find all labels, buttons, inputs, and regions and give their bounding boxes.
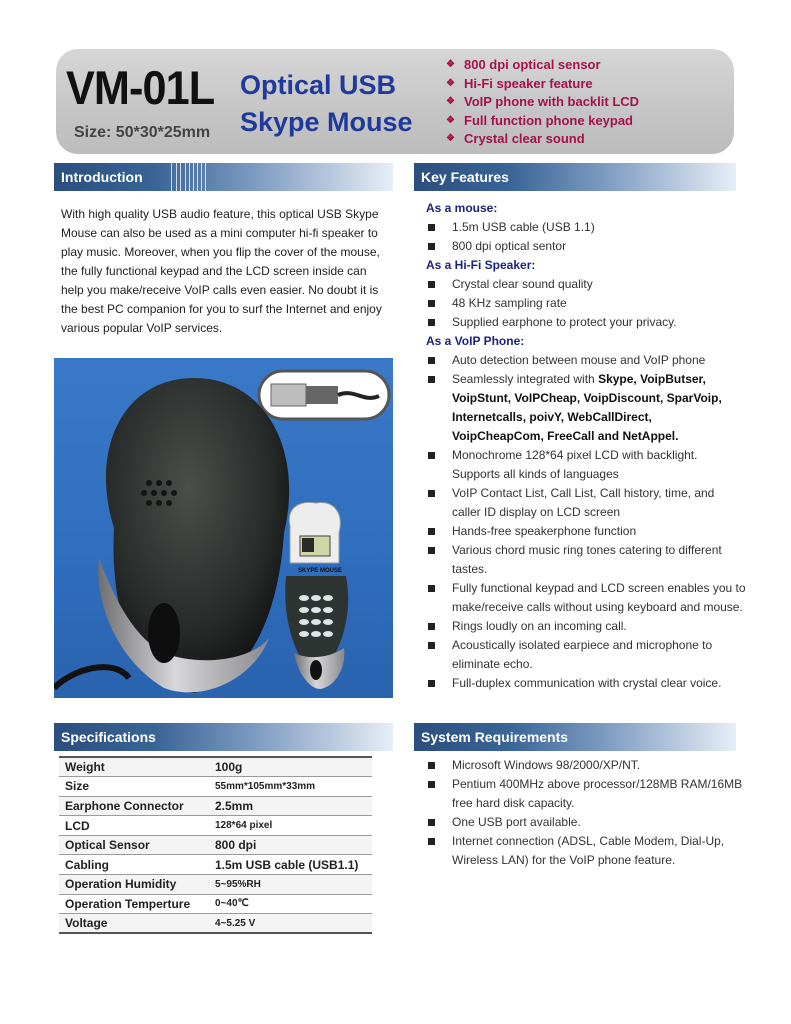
voip-services-list: Skype, VoipButser, VoipStunt, VoIPCheap, VoipDiscount, SparVoip, Internetcalls, poivY, WebCallDirect, VoipCheapCom, FreeCall and NetAppel. [452,372,722,443]
mouse-group-heading: As a mouse: [426,201,498,215]
square-bullet-icon [428,585,435,592]
table-row: Optical Sensor 800 dpi [59,835,372,855]
system-requirements-list [426,756,746,870]
table-row: Earphone Connector 2.5mm [59,796,372,816]
square-bullet-icon [428,490,435,497]
list-item: Various chord music ring tones catering to different tastes. [426,541,746,579]
product-size: Size: 50*30*25mm [74,124,211,141]
product-photo [54,358,393,698]
square-bullet-icon [428,623,435,630]
highlight-item: ❖ Hi-Fi speaker feature [446,75,639,94]
key-features-list [426,199,746,693]
diamond-bullet-icon: ❖ [446,133,455,144]
list-item: Internet connection (ADSL, Cable Modem, Dial-Up, Wireless LAN) for the VoIP phone feature. [426,832,746,870]
list-item: Monochrome 128*64 pixel LCD with backlight. Supports all kinds of languages [426,446,746,484]
highlight-list [446,56,639,149]
square-bullet-icon [428,642,435,649]
square-bullet-icon [428,781,435,788]
list-item: Fully functional keypad and LCD screen enables you to make/receive calls without using keyboard and mouse. [426,579,746,617]
table-row: Operation Humidity 5~95%RH [59,875,372,895]
specifications-table [59,756,372,934]
specifications-heading: Specifications [54,723,393,751]
product-title-line2: Skype Mouse [240,107,413,137]
list-item: 800 dpi optical sentor [426,237,746,256]
list-item: Auto detection between mouse and VoIP phone [426,351,746,370]
list-item: Rings loudly on an incoming call. [426,617,746,636]
square-bullet-icon [428,819,435,826]
list-item: VoIP Contact List, Call List, Call history, time, and caller ID display on LCD screen [426,484,746,522]
square-bullet-icon [428,762,435,769]
list-item: Acoustically isolated earpiece and microphone to eliminate echo. [426,636,746,674]
square-bullet-icon [428,357,435,364]
diamond-bullet-icon: ❖ [446,59,455,70]
introduction-heading: Introduction [54,163,393,191]
table-row: Voltage 4~5.25 V [59,914,372,934]
highlight-item: ❖ VoIP phone with backlit LCD [446,93,639,112]
square-bullet-icon [428,376,435,383]
list-item: Crystal clear sound quality [426,275,746,294]
highlight-item: ❖ Full function phone keypad [446,112,639,131]
table-row: Operation Temperture 0~40℃ [59,894,372,914]
square-bullet-icon [428,547,435,554]
photo-screen-label: SKYPE MOUSE [298,568,343,574]
model-number: VM-01L [66,61,215,114]
list-item: Microsoft Windows 98/2000/XP/NT. [426,756,746,775]
square-bullet-icon [428,319,435,326]
diamond-bullet-icon: ❖ [446,114,455,126]
list-item: One USB port available. [426,813,746,832]
square-bullet-icon [428,300,435,307]
list-item: Hands-free speakerphone function [426,522,746,541]
square-bullet-icon [428,838,435,845]
square-bullet-icon [428,452,435,459]
highlight-item: ❖ 800 dpi optical sensor [446,56,639,75]
introduction-text: With high quality USB audio feature, this optical USB Skype Mouse can also be used as a mini computer hi-fi speaker to play music. Moreover, when you flip the cover of the mouse, the fully functional keypad and the LCD screen inside can help you make/receive VoIP calls even easier. No doubt it is the best PC companion for you to surf the Internet and enjoy various popular VoIP services. [61,207,382,335]
list-item: Supplied earphone to protect your privacy. [426,313,746,332]
highlight-item: ❖ Crystal clear sound [446,130,639,149]
key-features-heading: Key Features [414,163,736,191]
table-row: LCD 128*64 pixel [59,816,372,836]
square-bullet-icon [428,224,435,231]
table-row: Cabling 1.5m USB cable (USB1.1) [59,855,372,875]
square-bullet-icon [428,528,435,535]
table-row: Size 55mm*105mm*33mm [59,777,372,797]
square-bullet-icon [428,680,435,687]
square-bullet-icon [428,281,435,288]
list-item: Seamlessly integrated with Skype, VoipButser, VoipStunt, VoIPCheap, VoipDiscount, SparVoip, Internetcalls, poivY, WebCallDirect, VoipCheapCom, FreeCall and NetAppel. [426,370,746,446]
list-item: 48 KHz sampling rate [426,294,746,313]
list-item: Pentium 400MHz above processor/128MB RAM/16MB free hard disk capacity. [426,775,746,813]
product-title-line1: Optical USB [240,70,397,100]
skype-mouse-illustration [54,358,393,698]
list-item: Full-duplex communication with crystal clear voice. [426,674,746,693]
speaker-group-heading: As a Hi-Fi Speaker: [426,258,536,272]
diamond-bullet-icon: ❖ [446,77,455,89]
diamond-bullet-icon: ❖ [446,96,455,107]
table-row: Weight 100g [59,757,372,777]
list-item: 1.5m USB cable (USB 1.1) [426,218,746,237]
voip-group-heading: As a VoIP Phone: [426,334,525,348]
square-bullet-icon [428,243,435,250]
system-requirements-heading: System Requirements [414,723,736,751]
